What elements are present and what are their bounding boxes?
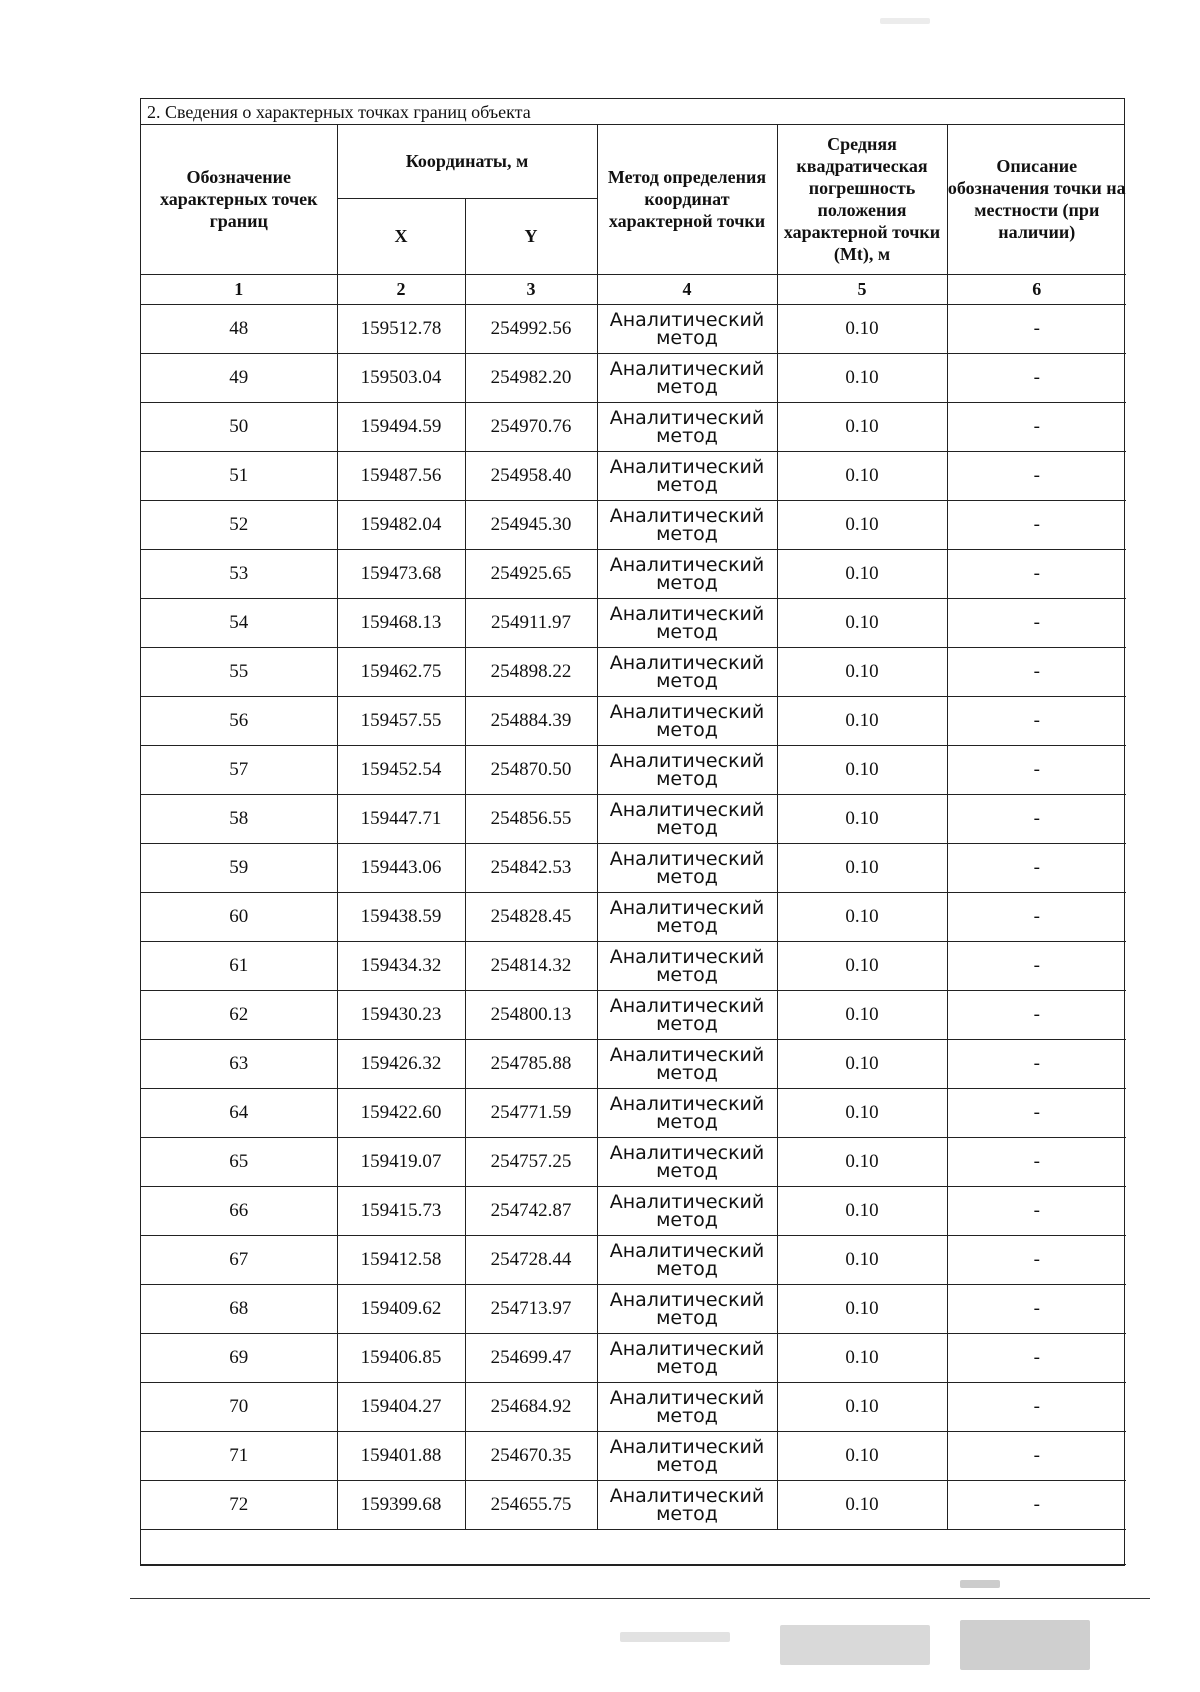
mean-error: 0.10: [777, 1039, 947, 1088]
coord-x: 159404.27: [337, 1382, 465, 1431]
point-number: 57: [141, 745, 337, 794]
point-number: 71: [141, 1431, 337, 1480]
point-number: 68: [141, 1284, 337, 1333]
mean-error: 0.10: [777, 696, 947, 745]
coord-x: 159426.32: [337, 1039, 465, 1088]
coord-x: 159457.55: [337, 696, 465, 745]
coord-x: 159406.85: [337, 1333, 465, 1382]
table-row: [141, 941, 1126, 990]
point-description: -: [947, 451, 1126, 500]
coord-y: 254728.44: [465, 1235, 597, 1284]
method-cell: Аналитический метод: [597, 500, 777, 549]
method-cell: Аналитический метод: [597, 1088, 777, 1137]
coord-y: 254699.47: [465, 1333, 597, 1382]
point-number: 55: [141, 647, 337, 696]
method-cell: Аналитический метод: [597, 1186, 777, 1235]
mean-error: 0.10: [777, 549, 947, 598]
coord-y: 254757.25: [465, 1137, 597, 1186]
method-cell: Аналитический метод: [597, 794, 777, 843]
point-description: -: [947, 745, 1126, 794]
point-description: -: [947, 647, 1126, 696]
mean-error: 0.10: [777, 1137, 947, 1186]
point-description: -: [947, 696, 1126, 745]
coord-x: 159438.59: [337, 892, 465, 941]
table-row: [141, 1235, 1126, 1284]
column-number: 3: [465, 274, 597, 304]
mean-error: 0.10: [777, 1431, 947, 1480]
point-description: -: [947, 843, 1126, 892]
table-row: [141, 304, 1126, 353]
coord-x: 159412.58: [337, 1235, 465, 1284]
table-row: [141, 402, 1126, 451]
coord-x: 159415.73: [337, 1186, 465, 1235]
point-description: -: [947, 892, 1126, 941]
mean-error: 0.10: [777, 1382, 947, 1431]
point-number: 56: [141, 696, 337, 745]
coord-y: 254884.39: [465, 696, 597, 745]
method-cell: Аналитический метод: [597, 1039, 777, 1088]
mean-error: 0.10: [777, 1284, 947, 1333]
mean-error: 0.10: [777, 1480, 947, 1529]
method-cell: Аналитический метод: [597, 549, 777, 598]
table-row: [141, 451, 1126, 500]
column-number: 6: [947, 274, 1126, 304]
table-row: [141, 1039, 1126, 1088]
method-cell: Аналитический метод: [597, 941, 777, 990]
point-description: -: [947, 990, 1126, 1039]
coord-y: 254655.75: [465, 1480, 597, 1529]
coord-x: 159503.04: [337, 353, 465, 402]
point-description: -: [947, 1382, 1126, 1431]
point-description: -: [947, 1235, 1126, 1284]
method-cell: Аналитический метод: [597, 696, 777, 745]
table-row: [141, 794, 1126, 843]
table-row: [141, 745, 1126, 794]
mean-error: 0.10: [777, 941, 947, 990]
point-description: -: [947, 549, 1126, 598]
method-cell: Аналитический метод: [597, 451, 777, 500]
point-number: 53: [141, 549, 337, 598]
coord-x: 159512.78: [337, 304, 465, 353]
coord-x: 159422.60: [337, 1088, 465, 1137]
point-description: -: [947, 1186, 1126, 1235]
header-point-designation: Обозначение характерных точек границ: [141, 125, 337, 274]
method-cell: Аналитический метод: [597, 1382, 777, 1431]
table-row: [141, 1431, 1126, 1480]
table-row: [141, 647, 1126, 696]
point-number: 69: [141, 1333, 337, 1382]
coord-x: 159473.68: [337, 549, 465, 598]
header-method: Метод определения координат характерной точки: [597, 125, 777, 274]
method-cell: Аналитический метод: [597, 304, 777, 353]
table-body: [141, 304, 1126, 1529]
point-description: -: [947, 402, 1126, 451]
column-numbers-row: [141, 274, 1126, 304]
column-number: 2: [337, 274, 465, 304]
table-row: [141, 598, 1126, 647]
point-number: 58: [141, 794, 337, 843]
point-number: 49: [141, 353, 337, 402]
mean-error: 0.10: [777, 990, 947, 1039]
coord-y: 254800.13: [465, 990, 597, 1039]
point-number: 67: [141, 1235, 337, 1284]
point-description: -: [947, 1284, 1126, 1333]
footer-divider: [130, 1598, 1150, 1599]
header-x: X: [337, 198, 465, 274]
coord-y: 254992.56: [465, 304, 597, 353]
point-description: -: [947, 1039, 1126, 1088]
column-number: 1: [141, 274, 337, 304]
coord-y: 254898.22: [465, 647, 597, 696]
method-cell: Аналитический метод: [597, 1480, 777, 1529]
mean-error: 0.10: [777, 794, 947, 843]
point-number: 65: [141, 1137, 337, 1186]
mean-error: 0.10: [777, 1186, 947, 1235]
coord-y: 254842.53: [465, 843, 597, 892]
mean-error: 0.10: [777, 1333, 947, 1382]
mean-error: 0.10: [777, 892, 947, 941]
point-description: -: [947, 1333, 1126, 1382]
point-number: 48: [141, 304, 337, 353]
coord-x: 159482.04: [337, 500, 465, 549]
point-description: -: [947, 1480, 1126, 1529]
coord-x: 159447.71: [337, 794, 465, 843]
coord-x: 159494.59: [337, 402, 465, 451]
method-cell: Аналитический метод: [597, 1333, 777, 1382]
point-number: 61: [141, 941, 337, 990]
table-row: [141, 1480, 1126, 1529]
table-row: [141, 549, 1126, 598]
mean-error: 0.10: [777, 647, 947, 696]
boundary-points-section: [140, 98, 1125, 1566]
coord-y: 254870.50: [465, 745, 597, 794]
point-description: -: [947, 500, 1126, 549]
point-number: 64: [141, 1088, 337, 1137]
empty-row: [141, 1529, 1126, 1564]
coord-y: 254958.40: [465, 451, 597, 500]
coord-y: 254925.65: [465, 549, 597, 598]
mean-error: 0.10: [777, 500, 947, 549]
method-cell: Аналитический метод: [597, 598, 777, 647]
point-description: -: [947, 794, 1126, 843]
coord-x: 159487.56: [337, 451, 465, 500]
point-description: -: [947, 304, 1126, 353]
coord-y: 254856.55: [465, 794, 597, 843]
point-description: -: [947, 598, 1126, 647]
mean-error: 0.10: [777, 1088, 947, 1137]
mean-error: 0.10: [777, 402, 947, 451]
coord-y: 254982.20: [465, 353, 597, 402]
coord-y: 254742.87: [465, 1186, 597, 1235]
table-row: [141, 1186, 1126, 1235]
point-number: 60: [141, 892, 337, 941]
table-row: [141, 353, 1126, 402]
header-mean-error: Средняя квадратическая погрешность положения характерной точки (Mt), м: [777, 125, 947, 274]
method-cell: Аналитический метод: [597, 402, 777, 451]
column-number: 5: [777, 274, 947, 304]
point-number: 54: [141, 598, 337, 647]
table-row: [141, 1284, 1126, 1333]
coord-y: 254945.30: [465, 500, 597, 549]
point-number: 66: [141, 1186, 337, 1235]
mean-error: 0.10: [777, 1235, 947, 1284]
boundary-points-table: [141, 125, 1126, 1565]
point-description: -: [947, 1088, 1126, 1137]
method-cell: Аналитический метод: [597, 892, 777, 941]
table-row: [141, 500, 1126, 549]
coord-x: 159452.54: [337, 745, 465, 794]
method-cell: Аналитический метод: [597, 843, 777, 892]
table-row: [141, 1088, 1126, 1137]
mean-error: 0.10: [777, 353, 947, 402]
point-number: 63: [141, 1039, 337, 1088]
coord-y: 254670.35: [465, 1431, 597, 1480]
coord-y: 254911.97: [465, 598, 597, 647]
coord-x: 159468.13: [337, 598, 465, 647]
mean-error: 0.10: [777, 304, 947, 353]
column-number: 4: [597, 274, 777, 304]
mean-error: 0.10: [777, 451, 947, 500]
coord-y: 254684.92: [465, 1382, 597, 1431]
coord-x: 159399.68: [337, 1480, 465, 1529]
table-row: [141, 1137, 1126, 1186]
header-y: Y: [465, 198, 597, 274]
method-cell: Аналитический метод: [597, 647, 777, 696]
coord-y: 254828.45: [465, 892, 597, 941]
table-row: [141, 1333, 1126, 1382]
coord-x: 159401.88: [337, 1431, 465, 1480]
empty-cell: [141, 1529, 1126, 1564]
coord-y: 254814.32: [465, 941, 597, 990]
point-number: 51: [141, 451, 337, 500]
section-title: 2. Сведения о характерных точках границ объекта: [141, 99, 1124, 125]
method-cell: Аналитический метод: [597, 1235, 777, 1284]
table-row: [141, 1382, 1126, 1431]
point-description: -: [947, 1137, 1126, 1186]
point-description: -: [947, 353, 1126, 402]
coord-y: 254970.76: [465, 402, 597, 451]
method-cell: Аналитический метод: [597, 1431, 777, 1480]
header-description: Описание обозначения точки на местности (при наличии): [947, 125, 1126, 274]
mean-error: 0.10: [777, 745, 947, 794]
point-number: 72: [141, 1480, 337, 1529]
point-description: -: [947, 1431, 1126, 1480]
table-row: [141, 696, 1126, 745]
coord-x: 159443.06: [337, 843, 465, 892]
method-cell: Аналитический метод: [597, 353, 777, 402]
method-cell: Аналитический метод: [597, 1284, 777, 1333]
coord-y: 254713.97: [465, 1284, 597, 1333]
point-number: 59: [141, 843, 337, 892]
coord-x: 159430.23: [337, 990, 465, 1039]
method-cell: Аналитический метод: [597, 1137, 777, 1186]
coord-x: 159434.32: [337, 941, 465, 990]
method-cell: Аналитический метод: [597, 745, 777, 794]
point-number: 50: [141, 402, 337, 451]
coord-x: 159462.75: [337, 647, 465, 696]
coord-x: 159409.62: [337, 1284, 465, 1333]
coord-x: 159419.07: [337, 1137, 465, 1186]
mean-error: 0.10: [777, 843, 947, 892]
table-header: [141, 125, 1126, 304]
table-row: [141, 892, 1126, 941]
method-cell: Аналитический метод: [597, 990, 777, 1039]
coord-y: 254785.88: [465, 1039, 597, 1088]
point-number: 62: [141, 990, 337, 1039]
point-number: 52: [141, 500, 337, 549]
point-number: 70: [141, 1382, 337, 1431]
header-coordinates: Координаты, м: [337, 125, 597, 198]
point-description: -: [947, 941, 1126, 990]
table-row: [141, 843, 1126, 892]
table-row: [141, 990, 1126, 1039]
mean-error: 0.10: [777, 598, 947, 647]
coord-y: 254771.59: [465, 1088, 597, 1137]
